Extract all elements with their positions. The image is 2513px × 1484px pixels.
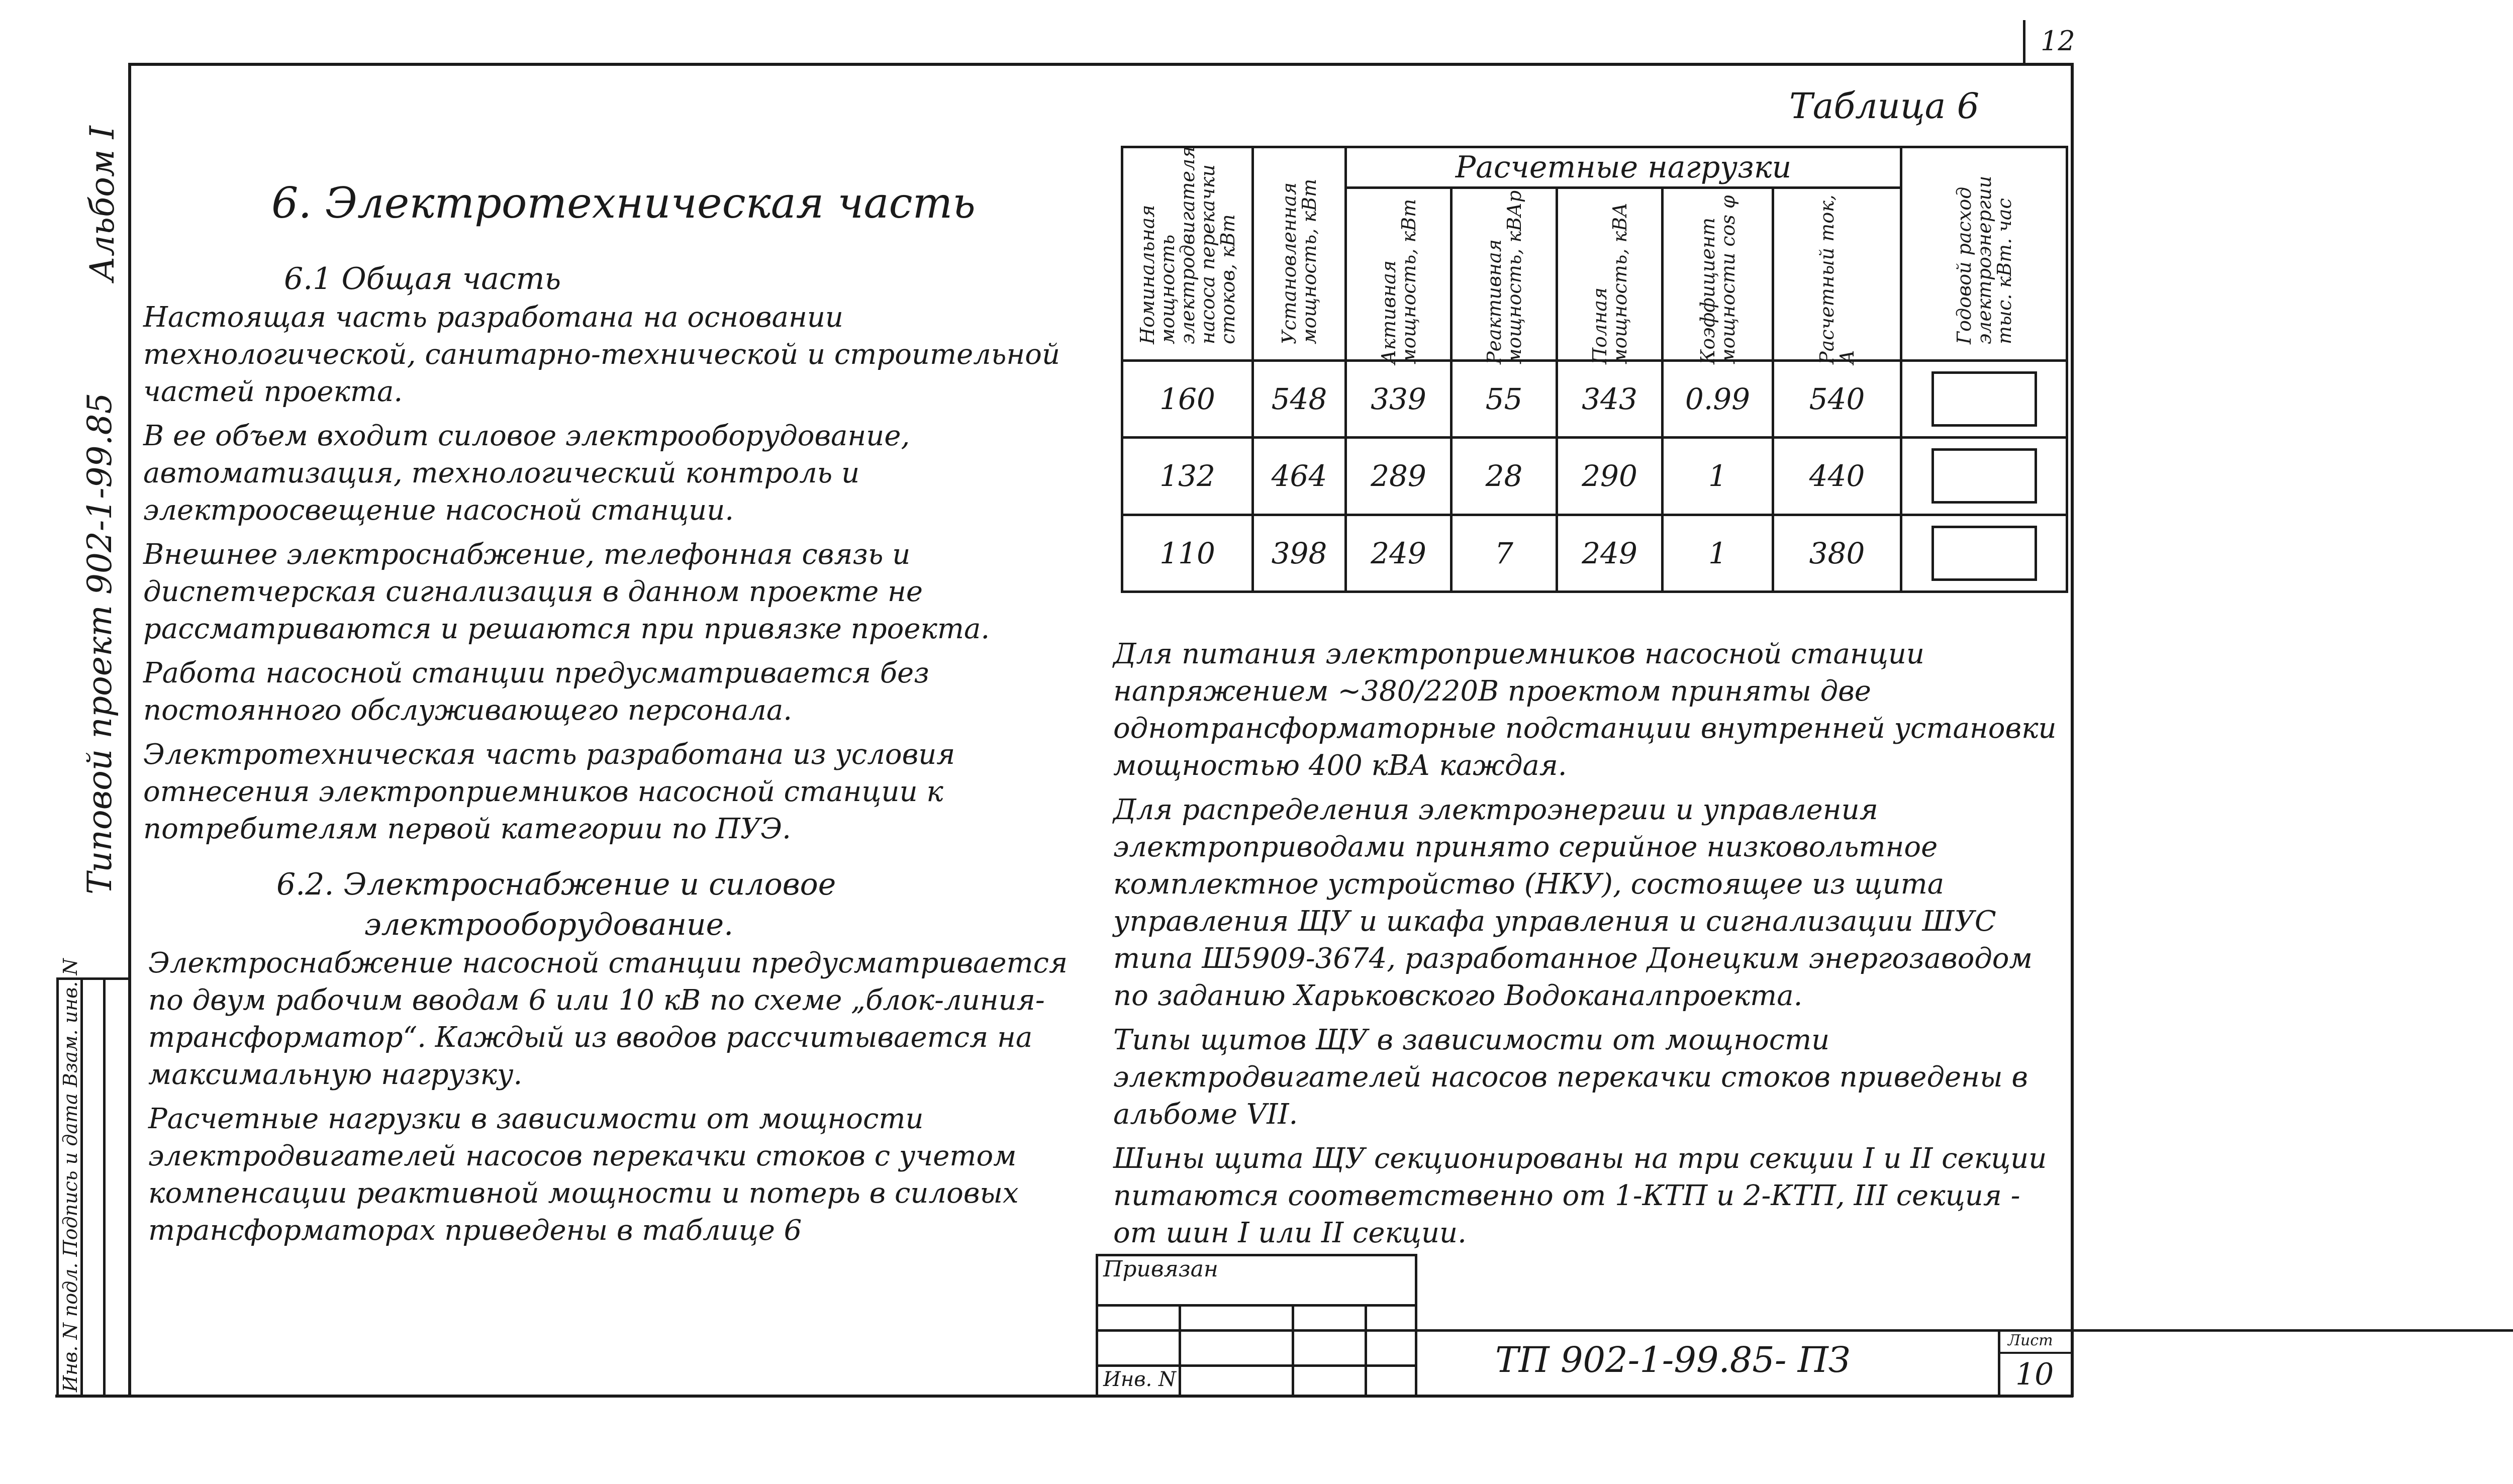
table-cell: 160 [1122, 361, 1253, 438]
sheet-number: 10 [2015, 1357, 2054, 1392]
stamp-row-line [1096, 1304, 1417, 1307]
table-cell: 249 [1346, 515, 1452, 591]
table-cell: 1 [1663, 515, 1773, 591]
stamp-strip-left [56, 977, 59, 1397]
stamp-row-line [1096, 1329, 2513, 1332]
subsection-title-2b: электрооборудование. [364, 907, 734, 942]
paragraph: Типы щитов ЩУ в зависимости от мощности электродвигателей насосов перекачки стоков приведены в альбоме VII. [1113, 1024, 2028, 1131]
table-row [1122, 515, 2067, 591]
page-number-divider [2023, 20, 2025, 65]
loads-table [1121, 146, 2068, 593]
table-cell: 249 [1557, 515, 1663, 591]
table-col-header: Номинальная мощность электродвигателя насоса перекачки стоков, кВт [1122, 147, 1253, 361]
table-group-header: Расчетные нагрузки [1346, 147, 1901, 188]
table-cell: 110 [1122, 515, 1253, 591]
paragraph: Электроснабжение насосной станции предусматривается по двум рабочим вводам 6 или 10 кВ по схеме „блок-линия-трансформатор“. Каждый из вводов рассчитывается на максимальную нагрузку. [148, 947, 1068, 1091]
table-cell: 540 [1773, 361, 1901, 438]
frame-bottom [55, 1395, 2073, 1398]
left-text-block-1 [143, 299, 1083, 845]
table-cell: 398 [1253, 515, 1346, 591]
stamp-right-border [1415, 1254, 1417, 1397]
project-label: Типовой проект 902-1-99.85 [80, 392, 119, 895]
table-cell-empty [1901, 438, 2067, 515]
left-text-block-2 [148, 945, 1088, 1266]
table-cell-empty [1901, 361, 2067, 438]
table-cell: 1 [1663, 438, 1773, 515]
sheet-cell-divider [1998, 1352, 2073, 1354]
stamp-strip-label: Инв. N подл. Подпись и дата Взам. инв. N [59, 958, 81, 1392]
paragraph: Шины щита ЩУ секционированы на три секции I и II секции питаются соответственно от 1-КТП и 2-КТП, III секция - от шин I или II секции. [1113, 1142, 2047, 1249]
table-cell: 380 [1773, 515, 1901, 591]
table-cell: 548 [1253, 361, 1346, 438]
sheet-label: Лист [2008, 1332, 2053, 1349]
empty-value-box [1931, 371, 2037, 427]
table-col-header: Коэффициент мощности cos φ [1663, 187, 1773, 360]
paragraph: Внешнее электроснабжение, телефонная связь и диспетчерская сигнализация в данном проекте не рассматриваются и решаются при привязке проекта. [143, 538, 990, 645]
table-col-header: Установленная мощность, кВт [1253, 147, 1346, 361]
table-cell: 464 [1253, 438, 1346, 515]
table-row [1122, 438, 2067, 515]
paragraph: Электротехническая часть разработана из условия отнесения электроприемников насосной станции к потребителям первой категории по ПУЭ. [143, 738, 955, 845]
table-cell: 290 [1557, 438, 1663, 515]
stamp-strip-mid2 [103, 977, 106, 1397]
paragraph: Для питания электроприемников насосной станции напряжением ~380/220В проектом приняты две однотрансформаторные подстанции внутренней установки мощностью 400 кВА каждая. [1113, 638, 2057, 782]
document-code: ТП 902-1-99.85- ПЗ [1495, 1339, 1851, 1380]
table-caption: Таблица 6 [1789, 85, 1980, 127]
table-col-header: Расчетный ток, А [1773, 187, 1901, 360]
table-col-header: Активная мощность, кВт [1346, 187, 1452, 360]
paragraph: Для распределения электроэнергии и управления электроприводами принято серийное низковольтное комплектное устройство (НКУ), состоящее из щита управления ЩУ и шкафа управления и сигнализации ШУС типа Ш5909-3674, разработанное Донецким энергозаводом по заданию Харьковского Водоканалпроекта. [1113, 794, 2033, 1012]
right-text-block [1113, 636, 2063, 1249]
table-cell: 440 [1773, 438, 1901, 515]
frame-left [128, 63, 131, 1397]
page-number: 12 [2041, 25, 2075, 57]
paragraph: Настоящая часть разработана на основании технологической, санитарно-технической и строительной частей проекта. [143, 301, 1060, 408]
paragraph: Расчетные нагрузки в зависимости от мощности электродвигателей насосов перекачки стоков с учетом компенсации реактивной мощности и потерь в силовых трансформаторах приведены в таблице 6 [148, 1103, 1019, 1247]
table-col-header: Годовой расход электроэнергии тыс. кВт. час [1901, 147, 2067, 361]
subsection-title-2: 6.2. Электроснабжение и силовое [276, 867, 836, 902]
album-label: Альбом I [83, 126, 122, 281]
table-cell: 132 [1122, 438, 1253, 515]
section-title: 6. Электротехническая часть [271, 178, 976, 228]
stamp-col-line [1365, 1304, 1367, 1397]
table-cell: 343 [1557, 361, 1663, 438]
subsection-title-1: 6.1 Общая часть [284, 261, 561, 296]
table-row [1122, 361, 2067, 438]
frame-top [128, 63, 2073, 66]
frame-right [2071, 63, 2074, 1397]
table-cell: 0.99 [1663, 361, 1773, 438]
empty-value-box [1931, 448, 2037, 504]
empty-value-box [1931, 526, 2037, 581]
table-cell: 339 [1346, 361, 1452, 438]
stamp-inv: Инв. N [1103, 1368, 1176, 1391]
table-cell: 289 [1346, 438, 1452, 515]
paragraph: Работа насосной станции предусматривается без постоянного обслуживающего персонала. [143, 657, 929, 727]
table-col-header: Реактивная мощность, кВАр [1452, 187, 1557, 360]
table-cell: 7 [1452, 515, 1557, 591]
table-cell: 55 [1452, 361, 1557, 438]
stamp-privyazan: Привязан [1103, 1256, 1218, 1282]
stamp-col-line [1292, 1304, 1294, 1397]
stamp-col-line [1179, 1304, 1181, 1397]
table-col-header: Полная мощность, кВА [1557, 187, 1663, 360]
sheet-cell-left [1998, 1329, 2000, 1397]
table-cell: 28 [1452, 438, 1557, 515]
stamp-row-line [1096, 1364, 1417, 1367]
stamp-left-border [1096, 1254, 1098, 1397]
paragraph: В ее объем входит силовое электрооборудование, автоматизация, технологический контроль и электроосвещение насосной станции. [143, 420, 910, 527]
table-cell-empty [1901, 515, 2067, 591]
